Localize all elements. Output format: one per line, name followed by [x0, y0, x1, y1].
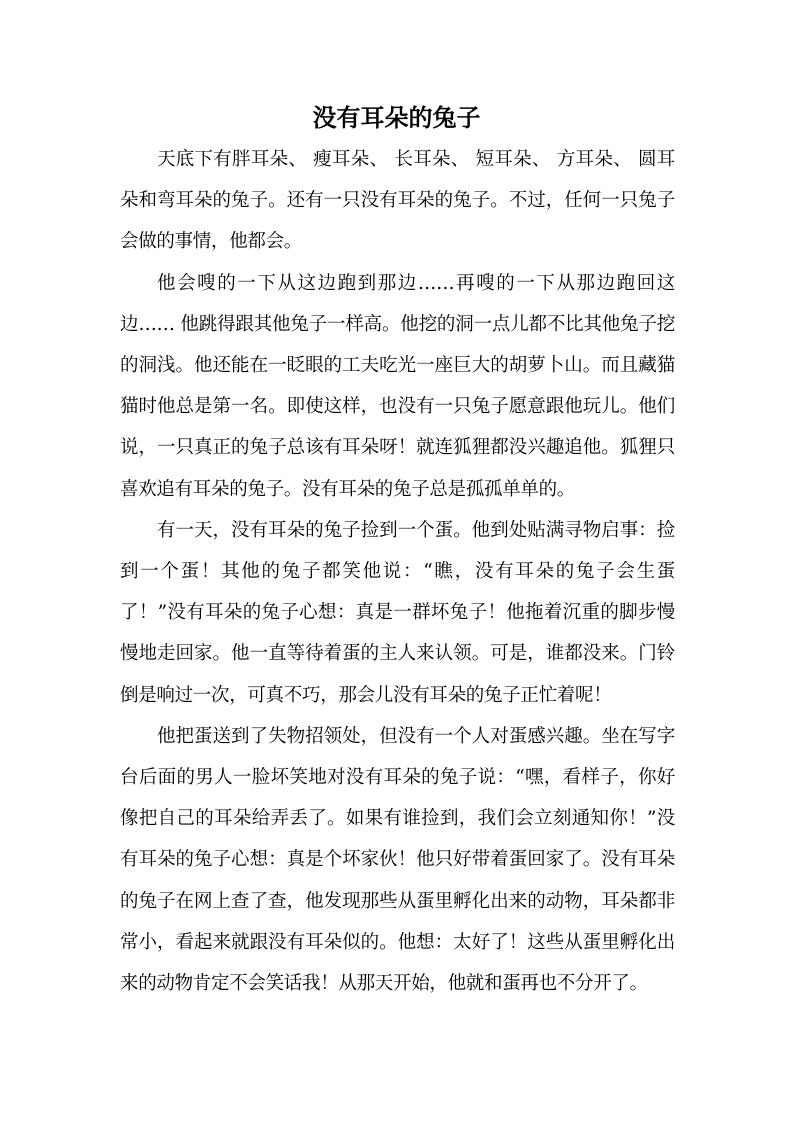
paragraph-2: 他会嗖的一下从这边跑到那边……再嗖的一下从那边跑回这边…… 他跳得跟其他兔子一样高。他挖的洞一点儿都不比其他兔子挖的洞浅。他还能在一眨眼的工夫吃光一座巨大的胡萝卜山。而且藏猫猫时他总是第一名。即使这样，也没有一只兔子愿意跟他玩儿。他们说，一只真正的兔子总该有耳朵呀！就连狐狸都没兴趣追他。狐狸只喜欢追有耳朵的兔子。没有耳朵的兔子总是孤孤单单的。 [120, 272, 675, 500]
paragraph-3: 有一天，没有耳朵的兔子捡到一个蛋。他到处贴满寻物启事：捡到一个蛋！其他的兔子都笑他说：“瞧，没有耳朵的兔子会生蛋了！”没有耳朵的兔子心想：真是一群坏兔子！他拖着沉重的脚步慢慢地走回家。他一直等待着蛋的主人来认领。可是，谁都没来。门铃倒是响过一次，可真不巧，那会儿没有耳朵的兔子正忙着呢！ [120, 519, 675, 706]
document-title: 没有耳朵的兔子 [312, 104, 481, 132]
paragraph-4: 他把蛋送到了失物招领处，但没有一个人对蛋感兴趣。坐在写字台后面的男人一脸坏笑地对没有耳朵的兔子说：“嘿，看样子，你好像把自己的耳朵给弄丢了。如果有谁捡到，我们会立刻通知你！”没有耳朵的兔子心想：真是个坏家伙！他只好带着蛋回家了。没有耳朵的兔子在网上查了查，他发现那些从蛋里孵化出来的动物，耳朵都非常小，看起来就跟没有耳朵似的。他想：太好了！这些从蛋里孵化出来的动物肯定不会笑话我！从那天开始，他就和蛋再也不分开了。 [120, 725, 675, 995]
document-body [120, 139, 675, 1004]
paragraph-1: 天底下有胖耳朵、 瘦耳朵、 长耳朵、 短耳朵、 方耳朵、 圆耳朵和弯耳朵的兔子。还有一只没有耳朵的兔子。不过，任何一只兔子会做的事情，他都会。 [120, 149, 675, 253]
